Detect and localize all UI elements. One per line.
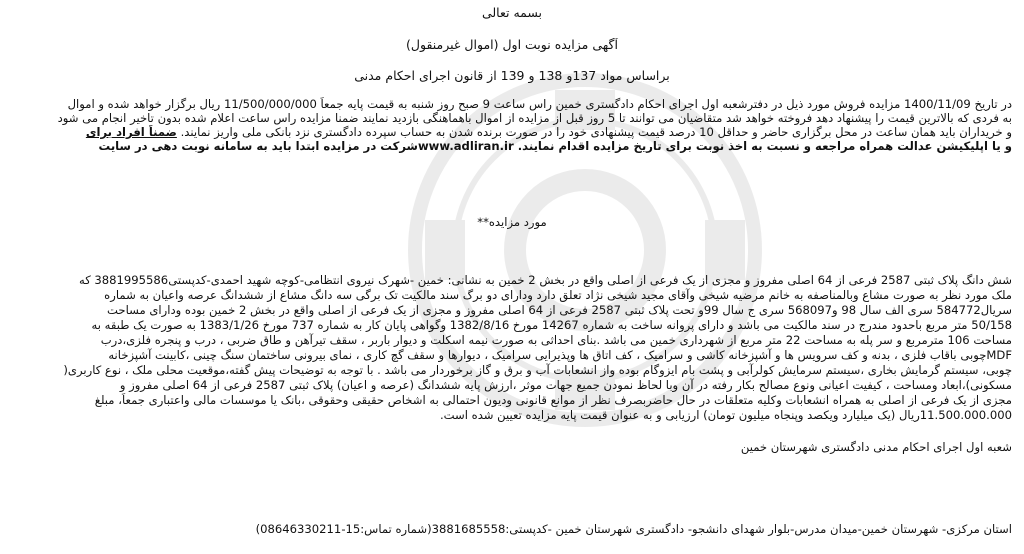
description-line-2: ملک مورد نظر به صورت مشاع وبالمناصفه به خانم مرضیه شیخی وآقای مجید شیخی نژاد تعلق دارد ودارای دو برگ سند مالکیت تک برگی سه دانگ مشاع از ششدانگ عرصه واعیان به شماره bbox=[104, 288, 1012, 302]
description-line-4: 50/158 متر مربع باحدود مندرج در سند مالکیت می باشد و دارای پروانه ساخت به شماره 14267 مورخ 1382/8/16 وگواهی پایان کار به شماره 737 مورخ 1383/1/26 به صورت یک طبقه به bbox=[91, 318, 1012, 332]
signature: شعبه اول اجرای احکام مدنی دادگستری شهرستان خمین bbox=[740, 440, 1012, 454]
intro-line-3 bbox=[12, 125, 1012, 139]
description-line-9: مجزی از یک فرعی از اصلی به همراه انشعابات وکلیه متعلقات در حال حاضربصرف نظر از موانع قانونی ودیون احتمالی به اشخاص حقیقی وحقوقی ،بانک یا موسسات مالی واعتباری جمعاً، مبلغ bbox=[94, 393, 1012, 407]
description-line-5: مساحت 106 مترمربع و سر پله به مساحت 22 متر مربع از شهرداری خمین می باشد .بنای احداثی به صورت نیمه اسکلت و دیوار باربر ، سقف تیرآهن و طاق ضربی ، درب و پنجره فلزی،درب bbox=[100, 333, 1012, 347]
description-line-3: سریال584772 سری الف سال 98 و568097 سری ج سال 99و تحت پلاک ثبتی 2587 فرعی از 64 اصلی مفروز و مجزی از یک فرعی از اصلی واقع در بخش 2 خمین بوده ودارای مساحت bbox=[107, 303, 1012, 317]
description-line-10: 11.500.000.000ریال (یک میلیارد ویکصد وپنجاه میلیون تومان) ارزیابی و به عنوان قیمت پایه مزایده تعیین شده است. bbox=[439, 408, 1012, 422]
description-line-8: مسکونی)،ابعاد ومساحت ، کیفیت اعیانی ونوع مصالح بکار رفته در آن وبا لحاظ نمودن جمیع جهات موثر ،ارزش پایه ششدانگ (عرصه و اعیان) پلاک ثبتی 2587 فرعی از 64 اصلی مفروز و bbox=[119, 378, 1012, 392]
intro-line-3-text: و خریداران باید همان ساعت در محل برگزاری حاضر و حداقل 10 درصد قیمت پیشنهادی خود را در صورت برنده شدن به حساب سپرده دادگستری نزد بانکی ملی واریز نمایند. bbox=[176, 125, 1012, 139]
description-line-1: شش دانگ پلاک ثبتی 2587 فرعی از 64 اصلی مفروز و مجزی از یک فرعی از اصلی واقع در بخش 2 خمین به نشانی: خمین -شهرک نیروی انتظامی-کوچه شهید احمدی-کدپستی3881995586 که bbox=[79, 273, 1012, 287]
footer-address: استان مرکزی- شهرستان خمین-میدان مدرس-بلوار شهدای دانشجو- دادگستری شهرستان خمین -کدپستی:3881685558(شماره تماس:15-08646330211) bbox=[255, 522, 1012, 536]
intro-line-2: به فردی که بالاترین قیمت را پیشنهاد دهد فروخته خواهد شد متقاضیان می توانند تا 5 روز قبل از مزایده از اموال باهماهنگی بازدید نمایند ضمنا مزایده راس ساعت اعلام شده بدون تاخیر انجام می شود bbox=[57, 111, 1012, 125]
intro-line-1: در تاریخ 1400/11/09 مزایده فروش مورد ذیل در دفترشعبه اول اجرای احکام دادگستری خمین راس ساعت 9 صبح روز شنبه به قیمت پایه جمعاً 11/500/000/000 ریال برگزار خواهد شده و اموال bbox=[67, 97, 1012, 111]
description-line-7: چوبی، سیستم گرمایش بخاری ،سیستم سرمایش کولرآبی و پشت بام ایزوگام بوده واز انشعابات آب و برق و گاز برخوردار می باشد . با توجه به توضیحات پیش گفته،موقعیت محلی ملک ، نوع کاربری( bbox=[63, 363, 1012, 377]
intro-line-4: و یا اپلیکیشن عدالت همراه مراجعه و نسبت به اخذ نوبت برای تاریخ مزایده اقدام نمایند. www.adliran.irشرکت در مزایده ابتدا باید به سامانه نوبت دهی در سایت bbox=[98, 139, 1012, 153]
section-heading: مورد مزایده** bbox=[477, 215, 547, 229]
basmala: بسمه تعالی bbox=[481, 6, 543, 20]
description-line-6: MDFچوبی باقاب فلزی ، بدنه و کف سرویس ها و آشپزخانه کاشی و سرامیک ، کف اتاق ها وپذیرایی سرامیک ، دیوارها و سقف گچ کاری ، نمای بیرونی ساختمان سنگ چینی ،کابینت آشپزخانه bbox=[108, 348, 1012, 362]
intro-line-3-emphasis: ضمناً افراد برای bbox=[85, 125, 177, 139]
notice-title: آگهی مزایده نوبت اول (اموال غیرمنقول) bbox=[406, 38, 618, 52]
legal-basis: براساس مواد 137و 138 و 139 از قانون اجرای احکام مدنی bbox=[354, 69, 670, 83]
